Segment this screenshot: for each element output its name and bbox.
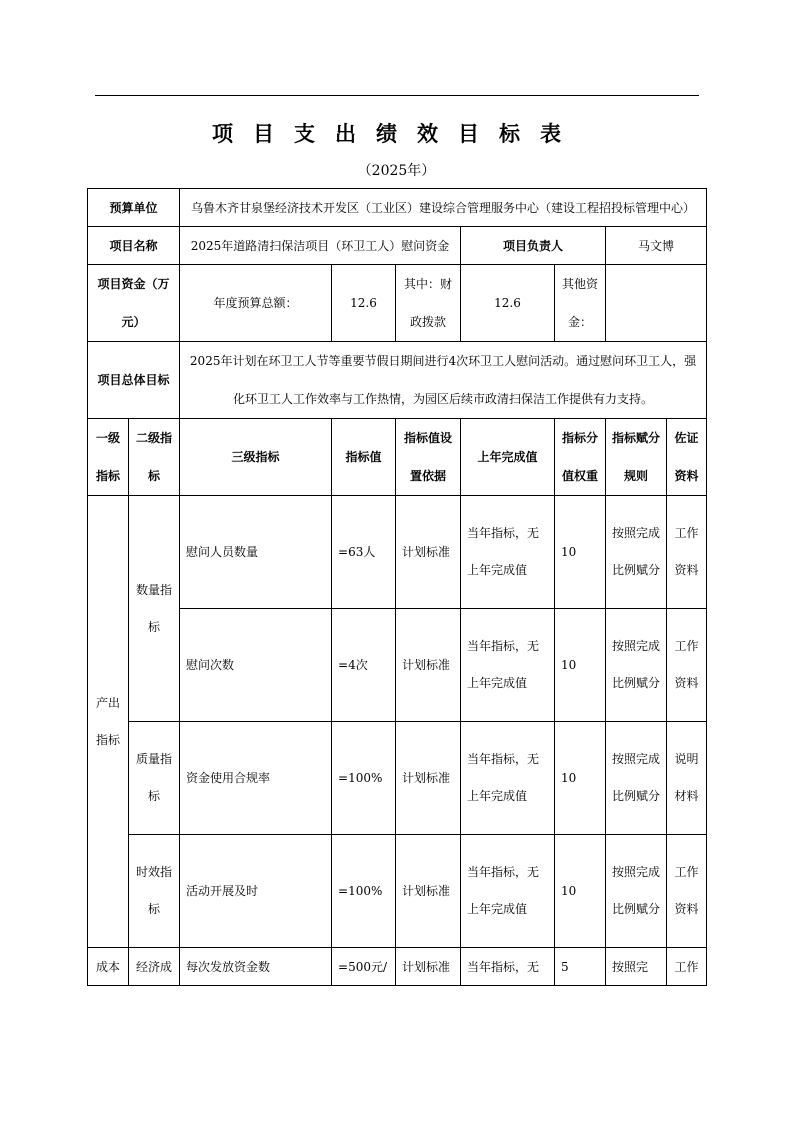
header-value: 指标值 bbox=[332, 419, 396, 496]
indicator-row bbox=[88, 948, 707, 986]
header-row bbox=[88, 419, 707, 496]
funds-label: 项目资金（万元） bbox=[88, 265, 180, 342]
header-level3: 三级指标 bbox=[180, 419, 332, 496]
goal-row bbox=[88, 342, 707, 419]
indicator-value: =100% bbox=[332, 835, 396, 948]
indicator-value: =500元/ bbox=[332, 948, 396, 986]
indicator-name: 每次发放资金数 bbox=[180, 948, 332, 986]
indicator-rule: 按照完成比例赋分 bbox=[606, 722, 667, 835]
indicator-evidence: 工作资料 bbox=[667, 496, 707, 609]
performance-table bbox=[87, 188, 707, 986]
header-last-year: 上年完成值 bbox=[461, 419, 555, 496]
budget-unit-value: 乌鲁木齐甘泉堡经济技术开发区（工业区）建设综合管理服务中心（建设工程招投标管理中心） bbox=[180, 189, 707, 227]
indicator-rule: 按照完成比例赋分 bbox=[606, 609, 667, 722]
output-indicator-label: 产出指标 bbox=[88, 496, 129, 948]
indicator-evidence: 工作资料 bbox=[667, 835, 707, 948]
quality-indicator-label: 质量指标 bbox=[129, 722, 180, 835]
fiscal-value: 12.6 bbox=[461, 265, 555, 342]
indicator-row bbox=[88, 609, 707, 722]
annual-budget-label: 年度预算总额： bbox=[180, 265, 332, 342]
indicator-weight: 10 bbox=[555, 496, 606, 609]
indicator-basis: 计划标准 bbox=[396, 948, 461, 986]
manager-value: 马文博 bbox=[606, 227, 707, 265]
indicator-row bbox=[88, 722, 707, 835]
funds-row bbox=[88, 265, 707, 342]
indicator-weight: 10 bbox=[555, 609, 606, 722]
header-weight: 指标分值权重 bbox=[555, 419, 606, 496]
annual-budget-value: 12.6 bbox=[332, 265, 396, 342]
indicator-weight: 10 bbox=[555, 835, 606, 948]
indicator-row bbox=[88, 496, 707, 609]
page-title: 项目支出绩效目标表 bbox=[212, 122, 581, 146]
indicator-rule: 按照完成比例赋分 bbox=[606, 496, 667, 609]
goal-label: 项目总体目标 bbox=[88, 342, 180, 419]
indicator-name: 活动开展及时 bbox=[180, 835, 332, 948]
indicator-name: 慰问人员数量 bbox=[180, 496, 332, 609]
economic-cost-label: 经济成 bbox=[129, 948, 180, 986]
indicator-name: 慰问次数 bbox=[180, 609, 332, 722]
header-rule: 指标赋分规则 bbox=[606, 419, 667, 496]
other-funds-label: 其他资金： bbox=[555, 265, 606, 342]
project-name-row bbox=[88, 227, 707, 265]
indicator-basis: 计划标准 bbox=[396, 835, 461, 948]
indicator-value: =4次 bbox=[332, 609, 396, 722]
manager-label: 项目负责人 bbox=[461, 227, 606, 265]
indicator-basis: 计划标准 bbox=[396, 722, 461, 835]
indicator-rule: 按照完成比例赋分 bbox=[606, 835, 667, 948]
indicator-last-year: 当年指标，无上年完成值 bbox=[461, 835, 555, 948]
project-name-value: 2025年道路清扫保洁项目（环卫工人）慰问资金 bbox=[180, 227, 461, 265]
indicator-name: 资金使用合规率 bbox=[180, 722, 332, 835]
header-basis: 指标值设置依据 bbox=[396, 419, 461, 496]
indicator-last-year: 当年指标，无 bbox=[461, 948, 555, 986]
indicator-basis: 计划标准 bbox=[396, 496, 461, 609]
project-name-label: 项目名称 bbox=[88, 227, 180, 265]
header-evidence: 佐证资料 bbox=[667, 419, 707, 496]
indicator-weight: 5 bbox=[555, 948, 606, 986]
header-level1: 一级指标 bbox=[88, 419, 129, 496]
indicator-basis: 计划标准 bbox=[396, 609, 461, 722]
year-subtitle: （2025年） bbox=[357, 163, 436, 179]
timeliness-indicator-label: 时效指标 bbox=[129, 835, 180, 948]
indicator-evidence: 说明材料 bbox=[667, 722, 707, 835]
budget-unit-label: 预算单位 bbox=[88, 189, 180, 227]
indicator-weight: 10 bbox=[555, 722, 606, 835]
indicator-value: =100% bbox=[332, 722, 396, 835]
indicator-evidence: 工作资料 bbox=[667, 609, 707, 722]
header-level2: 二级指标 bbox=[129, 419, 180, 496]
goal-value: 2025年计划在环卫工人节等重要节假日期间进行4次环卫工人慰问活动。通过慰问环卫工人，强化环卫工人工作效率与工作热情，为园区后续市政清扫保洁工作提供有力支持。 bbox=[180, 342, 707, 419]
indicator-last-year: 当年指标，无上年完成值 bbox=[461, 609, 555, 722]
cost-indicator-label: 成本 bbox=[88, 948, 129, 986]
other-funds-value bbox=[606, 265, 707, 342]
indicator-value: =63人 bbox=[332, 496, 396, 609]
indicator-rule: 按照完 bbox=[606, 948, 667, 986]
quantity-indicator-label: 数量指标 bbox=[129, 496, 180, 722]
fiscal-label: 其中：财政拨款 bbox=[396, 265, 461, 342]
indicator-row bbox=[88, 835, 707, 948]
indicator-last-year: 当年指标，无上年完成值 bbox=[461, 496, 555, 609]
indicator-evidence: 工作 bbox=[667, 948, 707, 986]
indicator-last-year: 当年指标，无上年完成值 bbox=[461, 722, 555, 835]
budget-unit-row bbox=[88, 189, 707, 227]
top-rule bbox=[95, 95, 699, 96]
